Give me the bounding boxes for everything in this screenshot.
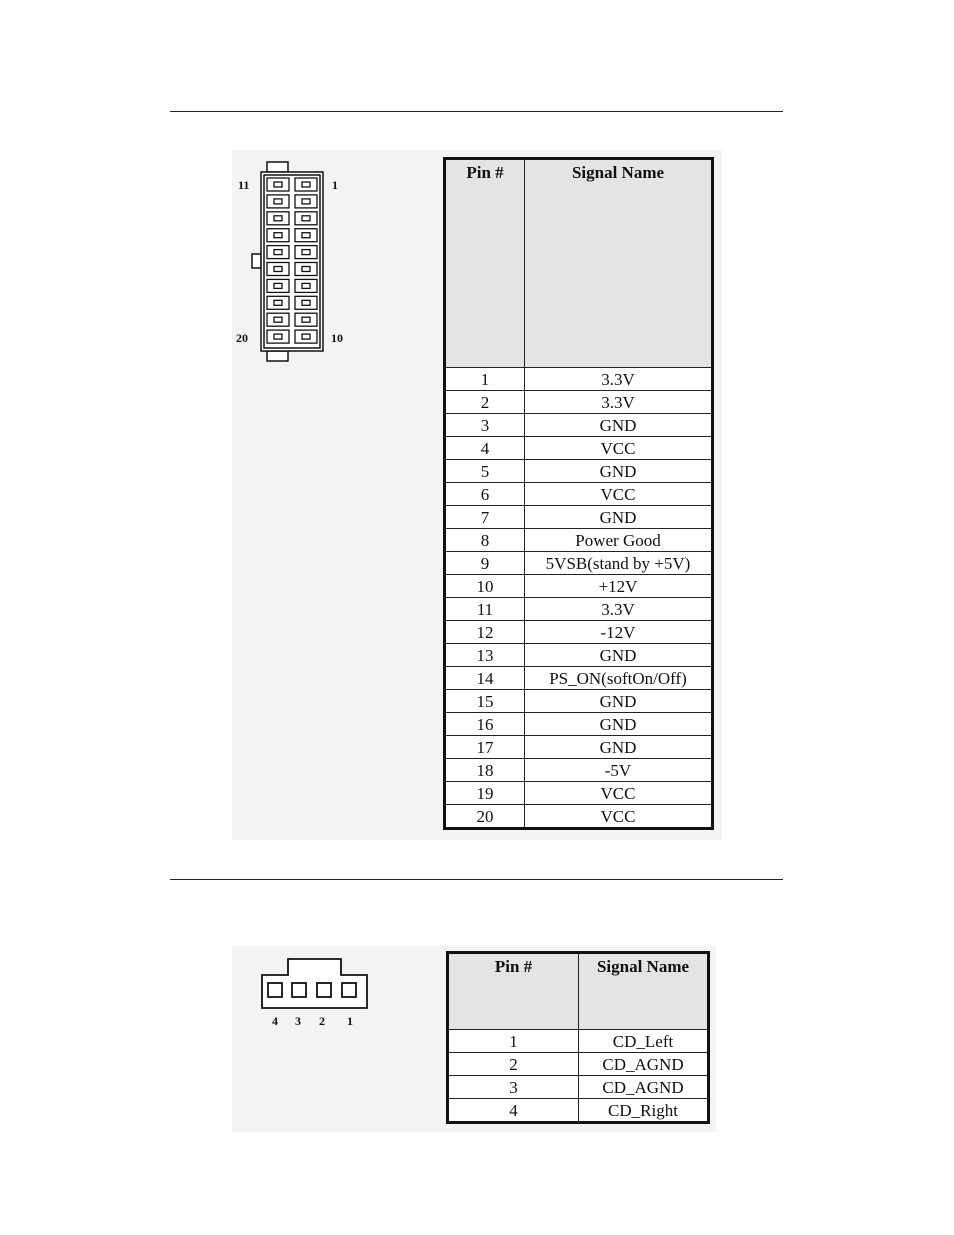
cd-table-body — [448, 1030, 709, 1123]
signal-cell: GND — [525, 713, 713, 736]
column-header-signal: Signal Name — [579, 953, 709, 1030]
signal-cell: CD_AGND — [579, 1076, 709, 1099]
table-row — [445, 667, 713, 690]
signal-cell: CD_AGND — [579, 1053, 709, 1076]
cd-pin-label-1: 1 — [347, 1014, 353, 1028]
signal-cell: 3.3V — [525, 598, 713, 621]
column-header-pin: Pin # — [448, 953, 579, 1030]
pin-cell: 8 — [445, 529, 525, 552]
signal-cell: GND — [525, 506, 713, 529]
pin-cell: 3 — [445, 414, 525, 437]
signal-cell: GND — [525, 414, 713, 437]
signal-cell: PS_ON(softOn/Off) — [525, 667, 713, 690]
signal-cell: -12V — [525, 621, 713, 644]
table-row — [448, 1076, 709, 1099]
table-row — [445, 713, 713, 736]
signal-cell: 5VSB(stand by +5V) — [525, 552, 713, 575]
signal-cell: GND — [525, 644, 713, 667]
pin-cell: 1 — [445, 368, 525, 391]
column-header-signal: Signal Name — [525, 159, 713, 368]
table-header-row — [445, 159, 713, 368]
signal-cell: GND — [525, 460, 713, 483]
table-row — [445, 483, 713, 506]
cd-pin-label-3: 3 — [295, 1014, 301, 1028]
table-row — [445, 529, 713, 552]
table-header-row — [448, 953, 709, 1030]
table-row — [445, 805, 713, 829]
pin-cell: 1 — [448, 1030, 579, 1053]
pin-cell: 6 — [445, 483, 525, 506]
table-row — [445, 644, 713, 667]
signal-cell: +12V — [525, 575, 713, 598]
table-row — [445, 621, 713, 644]
table-row — [445, 460, 713, 483]
table-row — [445, 437, 713, 460]
signal-cell: GND — [525, 736, 713, 759]
table-row — [445, 368, 713, 391]
section-divider-top — [170, 111, 783, 112]
column-header-pin: Pin # — [445, 159, 525, 368]
cd-pin-label-4: 4 — [272, 1014, 278, 1028]
atx-connector-diagram — [230, 158, 360, 368]
signal-cell: -5V — [525, 759, 713, 782]
pin-cell: 4 — [448, 1099, 579, 1123]
pin-cell: 12 — [445, 621, 525, 644]
pin-cell: 10 — [445, 575, 525, 598]
pin-cell: 2 — [448, 1053, 579, 1076]
pin-cell: 11 — [445, 598, 525, 621]
signal-cell: VCC — [525, 805, 713, 829]
atx-table-body — [445, 368, 713, 829]
signal-cell: CD_Right — [579, 1099, 709, 1123]
pin-cell: 15 — [445, 690, 525, 713]
pin-cell: 9 — [445, 552, 525, 575]
table-row — [445, 391, 713, 414]
signal-cell: 3.3V — [525, 391, 713, 414]
section-divider-middle — [170, 879, 783, 880]
pin-cell: 16 — [445, 713, 525, 736]
atx-pin-label-20: 20 — [236, 331, 248, 345]
table-row — [448, 1053, 709, 1076]
pin-cell: 20 — [445, 805, 525, 829]
signal-cell: Power Good — [525, 529, 713, 552]
signal-cell: GND — [525, 690, 713, 713]
cd-pin-table — [446, 951, 710, 1124]
pin-cell: 7 — [445, 506, 525, 529]
table-row — [448, 1030, 709, 1053]
pin-cell: 13 — [445, 644, 525, 667]
table-row — [445, 759, 713, 782]
table-row — [445, 736, 713, 759]
signal-cell: VCC — [525, 437, 713, 460]
signal-cell: VCC — [525, 483, 713, 506]
atx-pin-table — [443, 157, 714, 830]
table-row — [445, 598, 713, 621]
pin-cell: 17 — [445, 736, 525, 759]
table-row — [445, 575, 713, 598]
cd-pin-label-2: 2 — [319, 1014, 325, 1028]
atx-pin-label-10: 10 — [331, 331, 343, 345]
signal-cell: CD_Left — [579, 1030, 709, 1053]
atx-pin-label-11: 11 — [238, 178, 250, 192]
cd-connector-diagram — [258, 955, 378, 1031]
atx-pin-label-1: 1 — [332, 178, 338, 192]
pin-cell: 4 — [445, 437, 525, 460]
table-row — [448, 1099, 709, 1123]
table-row — [445, 690, 713, 713]
pin-cell: 18 — [445, 759, 525, 782]
table-row — [445, 552, 713, 575]
pin-cell: 19 — [445, 782, 525, 805]
pin-cell: 14 — [445, 667, 525, 690]
pin-cell: 5 — [445, 460, 525, 483]
table-row — [445, 414, 713, 437]
pin-cell: 2 — [445, 391, 525, 414]
table-row — [445, 506, 713, 529]
signal-cell: 3.3V — [525, 368, 713, 391]
signal-cell: VCC — [525, 782, 713, 805]
pin-cell: 3 — [448, 1076, 579, 1099]
table-row — [445, 782, 713, 805]
